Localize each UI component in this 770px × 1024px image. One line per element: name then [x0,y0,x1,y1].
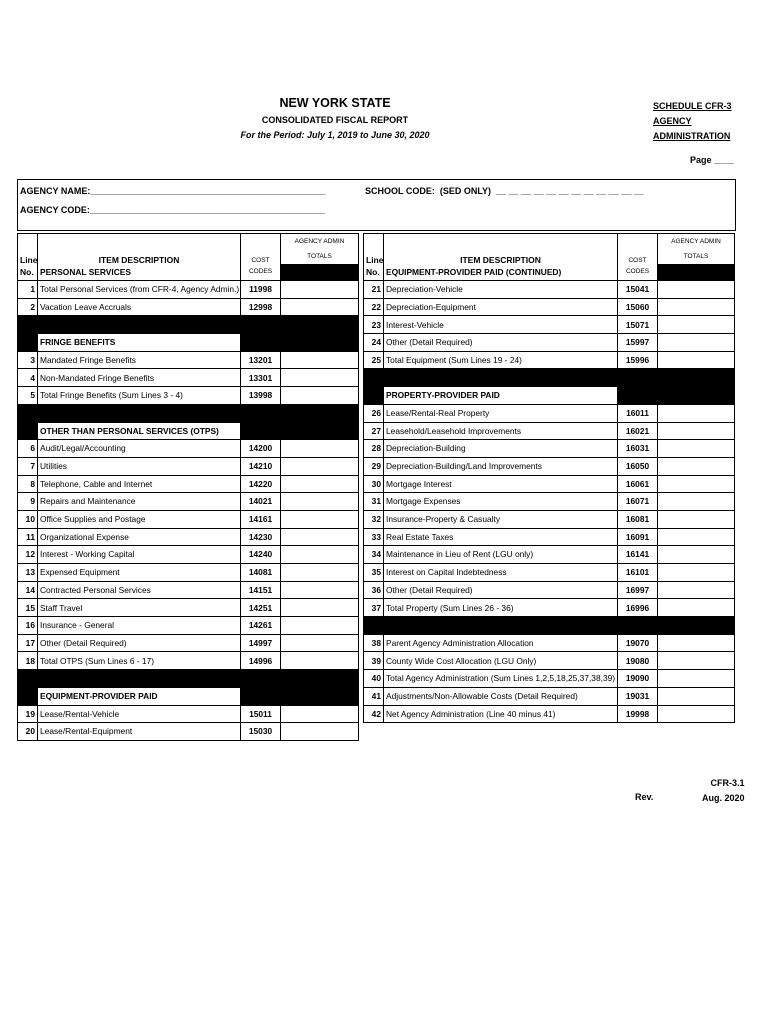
cost-code: 15071 [618,316,658,334]
table-row [18,634,359,652]
section-title: FRINGE BENEFITS [38,334,241,352]
item-description: Interest - Working Capital [38,546,241,564]
item-description: Depreciation-Equipment [384,298,618,316]
cost-code: 16031 [618,440,658,458]
item-description: Leasehold/Leasehold Improvements [384,422,618,440]
table-row [364,316,735,334]
cost-code: 16061 [618,475,658,493]
item-description-header: ITEM DESCRIPTION [38,234,241,265]
totals-input-cell[interactable] [281,440,359,458]
line-black-cell [364,387,384,405]
totals-input-cell[interactable] [658,670,735,688]
table-row [364,564,735,582]
line-header: Line [18,234,38,265]
table-row [364,281,735,299]
line-black-cell [18,334,38,352]
section-header-row [18,422,359,440]
item-description: Lease/Rental-Real Property [384,404,618,422]
item-description: Total Equipment (Sum Lines 19 - 24) [384,351,618,369]
table-row [364,457,735,475]
cost-code: 16101 [618,564,658,582]
section-equipment-continued: EQUIPMENT-PROVIDER PAID (CONTINUED) [384,265,618,281]
cost-code: 13998 [241,387,281,405]
cost-code: 14081 [241,564,281,582]
cost-code: 14200 [241,440,281,458]
code-black-cell [618,387,658,405]
cost-code: 16997 [618,581,658,599]
line-number: 40 [364,670,384,688]
line-number: 37 [364,599,384,617]
item-description: Repairs and Maintenance [38,493,241,511]
cost-code: 16050 [618,457,658,475]
section-title: PROPERTY-PROVIDER PAID [384,387,618,405]
cost-code: 15030 [241,723,281,741]
table-row [364,528,735,546]
item-description: Office Supplies and Postage [38,510,241,528]
item-description: Telephone, Cable and Internet [38,475,241,493]
totals-input-cell[interactable] [658,334,735,352]
totals-header [281,234,359,265]
table-row [364,475,735,493]
table-row [364,493,735,511]
line-number: 18 [18,652,38,670]
line-number: 36 [364,581,384,599]
line-number: 21 [364,281,384,299]
totals-input-cell[interactable] [658,422,735,440]
black-divider-cell [18,404,359,422]
table-row [364,581,735,599]
line-number: 13 [18,564,38,582]
cost-code: 14251 [241,599,281,617]
totals-input-cell[interactable] [658,652,735,670]
table-row [18,298,359,316]
line-number: 7 [18,457,38,475]
item-description: Depreciation-Building [384,440,618,458]
line-number: 8 [18,475,38,493]
line-number: 11 [18,528,38,546]
schedule-line: ADMINISTRATION [653,131,731,141]
line-number: 3 [18,351,38,369]
cost-code: 16141 [618,546,658,564]
table-row [364,652,735,670]
line-number: 1 [18,281,38,299]
line-number: 25 [364,351,384,369]
item-description: Other (Detail Required) [384,334,618,352]
item-description: Insurance-Property & Casualty [384,510,618,528]
table-row [364,422,735,440]
table-row [364,670,735,688]
codes-header: CODES [241,265,281,281]
line-number: 28 [364,440,384,458]
table-row [18,475,359,493]
item-description: Contracted Personal Services [38,581,241,599]
table-row [18,440,359,458]
item-description: Non-Mandated Fringe Benefits [38,369,241,387]
schedule-line: SCHEDULE CFR-3 [653,101,732,111]
totals-input-cell[interactable] [658,687,735,705]
item-description: Total Property (Sum Lines 26 - 36) [384,599,618,617]
item-description: Organizational Expense [38,528,241,546]
item-description: Insurance - General [38,617,241,635]
totals-input-cell[interactable] [281,528,359,546]
report-subtitle: CONSOLIDATED FISCAL REPORT [261,115,409,125]
line-black-cell [18,687,38,705]
totals-input-cell[interactable] [281,281,359,299]
totals-input-cell[interactable] [281,617,359,635]
line-number: 35 [364,564,384,582]
table-row [18,351,359,369]
item-description: Vacation Leave Accruals [38,298,241,316]
black-divider-cell [18,670,359,688]
line-number: 5 [18,387,38,405]
cost-code: 19090 [618,670,658,688]
totals-input-cell[interactable] [658,546,735,564]
cost-code: 16091 [618,528,658,546]
totals-input-cell[interactable] [658,298,735,316]
left-expense-table [17,233,359,741]
table-row [18,652,359,670]
totals-input-cell[interactable] [658,581,735,599]
totals-black-cell [281,334,359,352]
line-number: 42 [364,705,384,723]
item-description: Other (Detail Required) [38,634,241,652]
item-description: Total Agency Administration (Sum Lines 1,2,5,18,25,37,38,39) [384,670,618,688]
totals-input-cell[interactable] [281,351,359,369]
line-number: 6 [18,440,38,458]
cost-code: 15060 [618,298,658,316]
line-number: 20 [18,723,38,741]
item-description: Mandated Fringe Benefits [38,351,241,369]
line-number: 27 [364,422,384,440]
black-divider-cell [364,369,735,387]
section-header-row [364,387,735,405]
table-row [364,599,735,617]
totals-input-cell[interactable] [658,457,735,475]
cost-code: 15996 [618,351,658,369]
line-number: 26 [364,404,384,422]
cost-code: 14261 [241,617,281,635]
totals-input-cell[interactable] [658,493,735,511]
table-row [18,457,359,475]
black-divider-row [364,617,735,635]
cost-code: 19070 [618,634,658,652]
table-row [364,546,735,564]
table-row [18,581,359,599]
table-row [364,298,735,316]
cost-code: 14220 [241,475,281,493]
totals-input-cell[interactable] [281,723,359,741]
item-description: County Wide Cost Allocation (LGU Only) [384,652,618,670]
table-row [364,440,735,458]
line-number: 19 [18,705,38,723]
code-black-cell [241,422,281,440]
page-number-field[interactable]: Page ____ [690,155,735,165]
schedule-label [653,99,732,144]
item-description-header: ITEM DESCRIPTION [384,234,618,265]
agency-name-field[interactable]: AGENCY NAME:_______________________________________________ [20,186,326,196]
form-date: Aug. 2020 [702,793,745,803]
item-description: Other (Detail Required) [384,581,618,599]
line-number: 30 [364,475,384,493]
table-row [18,599,359,617]
cost-code: 16011 [618,404,658,422]
item-description: Mortgage Expenses [384,493,618,511]
cost-code: 13301 [241,369,281,387]
cost-code: 19080 [618,652,658,670]
cost-code: 15041 [618,281,658,299]
line-number: 31 [364,493,384,511]
table-row [18,493,359,511]
totals-input-cell[interactable] [281,387,359,405]
totals-input-cell[interactable] [281,493,359,511]
table-row [18,369,359,387]
cost-code: 14240 [241,546,281,564]
table-row [364,404,735,422]
cost-code: 16021 [618,422,658,440]
agency-info-box [17,179,736,231]
table-row [18,546,359,564]
item-description: Depreciation-Building/Land Improvements [384,457,618,475]
cost-header: COST [241,234,281,265]
line-number: 23 [364,316,384,334]
item-description: Staff Travel [38,599,241,617]
table-row [18,705,359,723]
cost-code: 14021 [241,493,281,511]
cost-code: 15997 [618,334,658,352]
totals-input-cell[interactable] [281,510,359,528]
line-number: 24 [364,334,384,352]
cost-code: 14230 [241,528,281,546]
form-id [702,776,745,806]
totals-black-cell [281,265,359,281]
totals-input-cell[interactable] [281,634,359,652]
code-black-cell [241,687,281,705]
line-number: 41 [364,687,384,705]
totals-input-cell[interactable] [281,581,359,599]
section-title: EQUIPMENT-PROVIDER PAID [38,687,241,705]
section-personal-services: PERSONAL SERVICES [38,265,241,281]
revision-label: Rev. [635,792,654,802]
section-header-row [18,334,359,352]
section-header-row [18,687,359,705]
line-black-cell [18,422,38,440]
line-number: 34 [364,546,384,564]
report-period: For the Period: July 1, 2019 to June 30, 2020 [240,130,430,140]
line-number: 39 [364,652,384,670]
table-row [364,510,735,528]
cost-code: 13201 [241,351,281,369]
table-row [18,281,359,299]
no-header: No. [364,265,384,281]
cost-header: COST [618,234,658,265]
table-row [18,723,359,741]
cost-code: 19998 [618,705,658,723]
right-expense-table [363,233,735,723]
table-row [18,510,359,528]
totals-header-top: AGENCY ADMIN [671,238,721,245]
totals-black-cell [281,687,359,705]
line-number: 12 [18,546,38,564]
totals-black-cell [658,265,735,281]
totals-input-cell[interactable] [658,351,735,369]
totals-input-cell[interactable] [281,705,359,723]
school-code-field[interactable]: SCHOOL CODE: (SED ONLY) __ __ __ __ __ __ __ __ __ __ __ __ [365,186,644,196]
line-number: 22 [364,298,384,316]
table-row [364,687,735,705]
totals-input-cell[interactable] [658,599,735,617]
totals-input-cell[interactable] [658,316,735,334]
totals-input-cell[interactable] [658,564,735,582]
cost-code: 14996 [241,652,281,670]
line-number: 32 [364,510,384,528]
table-row [18,387,359,405]
item-description: Expensed Equipment [38,564,241,582]
no-header: No. [18,265,38,281]
cost-code: 11998 [241,281,281,299]
item-description: Utilities [38,457,241,475]
agency-code-field[interactable]: AGENCY CODE:_______________________________________________ [20,205,326,215]
totals-header-top: AGENCY ADMIN [294,238,345,245]
line-number: 9 [18,493,38,511]
black-divider-cell [18,316,359,334]
cost-code: 12998 [241,298,281,316]
cost-code: 19031 [618,687,658,705]
cost-code: 16081 [618,510,658,528]
line-number: 17 [18,634,38,652]
item-description: Adjustments/Non-Allowable Costs (Detail Required) [384,687,618,705]
totals-input-cell[interactable] [281,369,359,387]
line-number: 4 [18,369,38,387]
table-row [364,351,735,369]
totals-input-cell[interactable] [281,599,359,617]
totals-input-cell[interactable] [658,475,735,493]
item-description: Interest on Capital Indebtedness [384,564,618,582]
item-description: Maintenance in Lieu of Rent (LGU only) [384,546,618,564]
item-description: Depreciation-Vehicle [384,281,618,299]
line-number: 29 [364,457,384,475]
codes-header: CODES [618,265,658,281]
line-number: 2 [18,298,38,316]
totals-input-cell[interactable] [658,634,735,652]
table-row [18,564,359,582]
line-number: 14 [18,581,38,599]
totals-input-cell[interactable] [658,404,735,422]
item-description: Total Fringe Benefits (Sum Lines 3 - 4) [38,387,241,405]
item-description: Total OTPS (Sum Lines 6 - 17) [38,652,241,670]
cost-code: 14151 [241,581,281,599]
totals-header [658,234,735,265]
code-black-cell [241,334,281,352]
item-description: Lease/Rental-Vehicle [38,705,241,723]
black-divider-cell [364,617,735,635]
black-divider-row [18,404,359,422]
cost-code: 16996 [618,599,658,617]
totals-input-cell[interactable] [281,457,359,475]
item-description: Audit/Legal/Accounting [38,440,241,458]
black-divider-row [18,316,359,334]
schedule-line: AGENCY [653,116,692,126]
totals-input-cell[interactable] [658,528,735,546]
cost-code: 14997 [241,634,281,652]
cost-code: 16071 [618,493,658,511]
black-divider-row [18,670,359,688]
totals-input-cell[interactable] [658,705,735,723]
line-number: 10 [18,510,38,528]
totals-black-cell [281,422,359,440]
totals-input-cell[interactable] [658,281,735,299]
report-title: NEW YORK STATE [279,96,391,110]
item-description: Interest-Vehicle [384,316,618,334]
totals-input-cell[interactable] [281,546,359,564]
totals-black-cell [658,387,735,405]
black-divider-row [364,369,735,387]
table-row [18,617,359,635]
cost-code: 15011 [241,705,281,723]
totals-header-bottom: TOTALS [683,253,709,260]
totals-input-cell[interactable] [658,510,735,528]
totals-input-cell[interactable] [281,298,359,316]
totals-header-bottom: TOTALS [307,253,332,260]
item-description: Total Personal Services (from CFR-4, Agency Admin.) [38,281,241,299]
item-description: Parent Agency Administration Allocation [384,634,618,652]
totals-input-cell[interactable] [281,564,359,582]
table-row [364,334,735,352]
cost-code: 14161 [241,510,281,528]
item-description: Real Estate Taxes [384,528,618,546]
line-number: 33 [364,528,384,546]
item-description: Lease/Rental-Equipment [38,723,241,741]
section-title: OTHER THAN PERSONAL SERVICES (OTPS) [38,422,241,440]
form-number: CFR-3.1 [710,778,745,788]
totals-input-cell[interactable] [281,475,359,493]
table-row [364,634,735,652]
totals-input-cell[interactable] [658,440,735,458]
item-description: Mortgage Interest [384,475,618,493]
line-number: 16 [18,617,38,635]
cost-code: 14210 [241,457,281,475]
totals-input-cell[interactable] [281,652,359,670]
item-description: Net Agency Administration (Line 40 minus 41) [384,705,618,723]
table-row [364,705,735,723]
table-row [18,528,359,546]
line-number: 15 [18,599,38,617]
line-header: Line [364,234,384,265]
line-number: 38 [364,634,384,652]
